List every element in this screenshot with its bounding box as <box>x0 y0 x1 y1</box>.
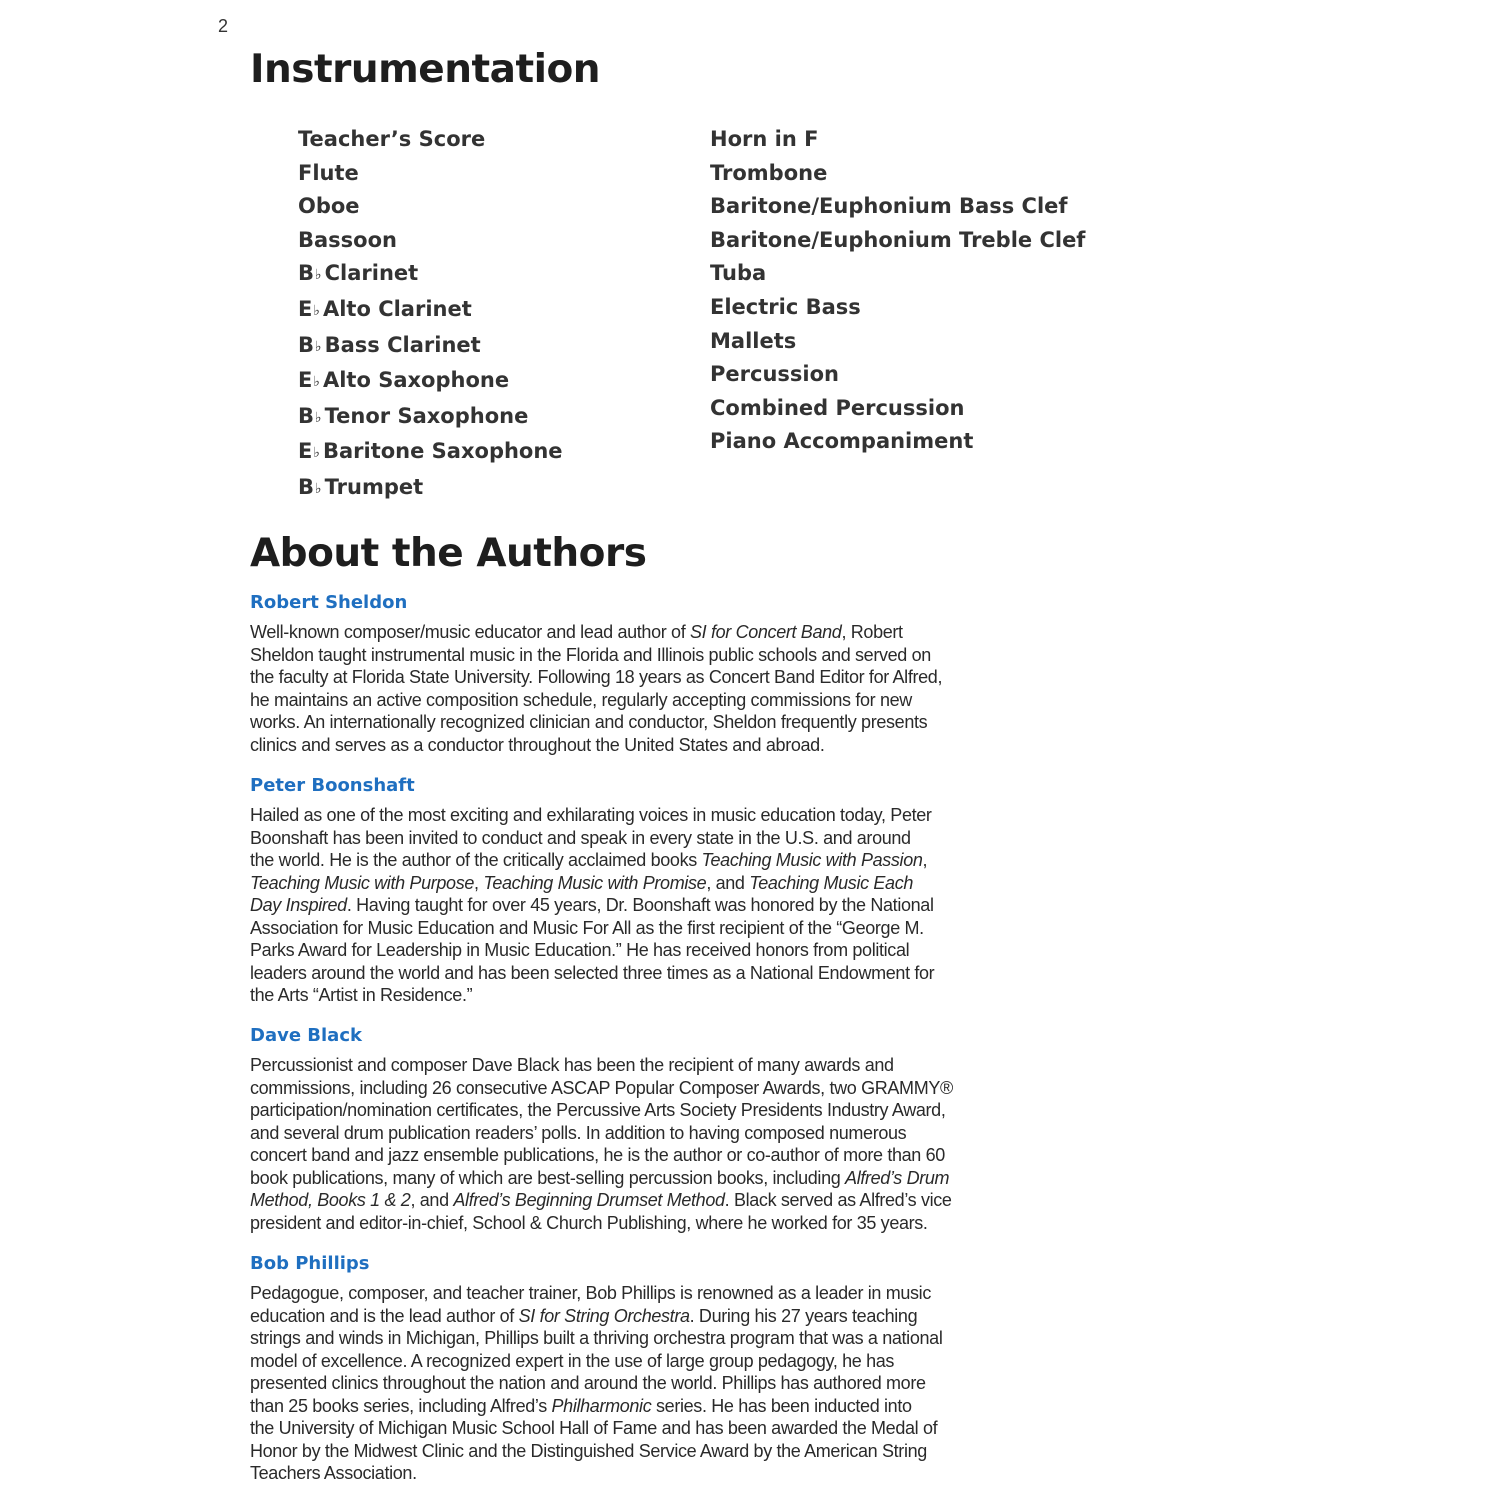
instrument-item: Baritone/Euphonium Treble Clef <box>710 227 1086 252</box>
author-name: Dave Black <box>250 1025 362 1046</box>
bio-line <box>250 1212 1050 1235</box>
bio-text: , <box>474 872 484 893</box>
instrument-name: Teacher’s Score <box>298 127 486 151</box>
bio-text: , <box>922 850 928 870</box>
book-title: Teaching Music Each <box>749 872 914 893</box>
bio-text: Boonshaft has been invited to conduct and speak in every state in the U.S. and around <box>250 827 911 848</box>
bio-text: concert band and jazz ensemble publications, he is the author or co-author of more than 60 <box>250 1145 945 1165</box>
author-dave-black <box>250 1025 1050 1234</box>
author-bio <box>250 804 1050 1007</box>
bio-text: Teachers Association. <box>250 1463 417 1483</box>
instrument-item: Percussion <box>710 362 839 387</box>
instrument-list-left <box>298 123 563 507</box>
bio-line <box>250 1462 1050 1485</box>
bio-text: education and is the lead author of <box>250 1305 519 1326</box>
bio-line <box>250 734 1050 757</box>
instrument-item: Combined Percussion <box>710 395 965 420</box>
instrument-item <box>298 190 563 224</box>
bio-text: , and <box>410 1190 454 1210</box>
instrument-name: Baritone Saxophone <box>322 439 563 464</box>
bio-line <box>250 962 1050 985</box>
book-title: Teaching Music with Purpose <box>250 872 475 893</box>
instrument-key: B <box>298 261 315 286</box>
bio-line <box>250 1167 1050 1190</box>
bio-text: , and <box>706 872 750 893</box>
instrument-key: E <box>298 368 313 393</box>
instrumentation-heading: Instrumentation <box>250 47 601 92</box>
author-peter-boonshaft <box>250 775 1050 1007</box>
author-name: Bob Phillips <box>250 1253 370 1274</box>
bio-line <box>250 1054 1050 1077</box>
flat-symbol: ♭ <box>313 302 320 319</box>
author-bio <box>250 621 1050 756</box>
bio-line <box>250 1077 1050 1100</box>
bio-line <box>250 644 1050 667</box>
bio-line <box>250 1372 1050 1395</box>
author-bio <box>250 1282 1050 1485</box>
bio-text: . Having taught for over 45 years, Dr. Boonshaft was honored by the National <box>346 895 934 915</box>
bio-line <box>250 804 1050 827</box>
bio-text: Percussionist and composer Dave Black has been the recipient of many awards and <box>250 1055 894 1075</box>
instrument-list-right <box>710 123 1085 459</box>
instrument-key: B <box>298 474 315 499</box>
instrument-item: Trombone <box>710 160 828 185</box>
book-title: SI for String Orchestra <box>518 1305 690 1326</box>
book-title: Teaching Music with Passion <box>701 850 923 870</box>
instrument-item <box>298 471 563 507</box>
bio-text: clinics and serves as a conductor throughout the United States and abroad. <box>250 734 825 755</box>
instrument-item <box>298 123 563 157</box>
author-bio <box>250 1054 1050 1234</box>
instrument-item: Tuba <box>710 261 767 286</box>
bio-text: Well-known composer/music educator and lead author of <box>250 622 691 642</box>
bio-line <box>250 1122 1050 1145</box>
instrument-item <box>298 157 563 191</box>
bio-line <box>250 1395 1050 1418</box>
bio-text: series. He has been inducted into <box>651 1395 912 1416</box>
bio-text: he maintains an active composition schedule, regularly accepting commissions for new <box>250 689 912 710</box>
about-authors-heading: About the Authors <box>250 531 647 576</box>
instrument-name: Oboe <box>298 194 360 219</box>
bio-line <box>250 711 1050 734</box>
bio-line <box>250 1440 1050 1463</box>
author-name: Peter Boonshaft <box>250 775 415 796</box>
instrument-name: Trumpet <box>324 474 424 499</box>
bio-line <box>250 1099 1050 1122</box>
bio-line <box>250 1417 1050 1440</box>
bio-text: leaders around the world and has been selected three times as a National Endowment for <box>250 962 935 983</box>
bio-text: presented clinics throughout the nation and around the world. Phillips has authored more <box>250 1373 926 1393</box>
bio-line <box>250 1327 1050 1350</box>
instrument-item <box>298 364 563 400</box>
bio-text: model of excellence. A recognized expert in the use of large group pedagogy, he has <box>250 1350 895 1371</box>
bio-line <box>250 872 1050 895</box>
bio-text: than 25 books series, including Alfred’s <box>250 1395 552 1416</box>
flat-symbol: ♭ <box>315 480 322 497</box>
bio-text: . Black served as Alfred’s vice <box>724 1190 952 1210</box>
bio-line <box>250 939 1050 962</box>
instrument-name: Clarinet <box>324 261 419 286</box>
instrument-key: B <box>298 332 315 357</box>
instrument-item <box>298 257 563 293</box>
instrument-item: Mallets <box>710 328 797 353</box>
bio-line <box>250 827 1050 850</box>
book-title: Philharmonic <box>551 1395 652 1416</box>
bio-line <box>250 917 1050 940</box>
bio-text: strings and winds in Michigan, Phillips built a thriving orchestra program that was a national <box>250 1328 943 1348</box>
instrument-name: Alto Clarinet <box>322 296 472 321</box>
bio-text: commissions, including 26 consecutive ASCAP Popular Composer Awards, two GRAMMY® <box>250 1077 953 1098</box>
instrument-item: Horn in F <box>710 127 819 151</box>
instrument-name: Flute <box>298 160 359 185</box>
book-title: Day Inspired <box>250 895 347 915</box>
book-title: Alfred’s Beginning Drumset Method <box>453 1190 725 1210</box>
bio-line <box>250 1282 1050 1305</box>
flat-symbol: ♭ <box>313 374 320 391</box>
flat-symbol: ♭ <box>315 267 322 284</box>
bio-text: Pedagogue, composer, and teacher trainer, Bob Phillips is renowned as a leader in music <box>250 1283 931 1303</box>
instrument-item <box>298 329 563 365</box>
book-title: Method, Books 1 & 2 <box>250 1190 411 1210</box>
flat-symbol: ♭ <box>313 445 320 462</box>
instrument-name: Bass Clarinet <box>324 332 481 357</box>
bio-line <box>250 984 1050 1007</box>
bio-line <box>250 1144 1050 1167</box>
instrument-name: Tenor Saxophone <box>324 403 529 428</box>
bio-text: participation/nomination certificates, the Percussive Arts Society Presidents Industry Award, <box>250 1100 946 1120</box>
instrument-item <box>298 293 563 329</box>
instrument-item <box>298 224 563 258</box>
bio-text: , Robert <box>841 622 903 642</box>
bio-text: the faculty at Florida State University. Following 18 years as Concert Band Editor for Alfred, <box>250 667 943 687</box>
instrument-item <box>298 400 563 436</box>
instrument-key: E <box>298 439 313 464</box>
book-title: Teaching Music with Promise <box>483 872 707 893</box>
bio-text: works. An internationally recognized clinician and conductor, Sheldon frequently presents <box>250 712 928 732</box>
bio-text: the University of Michigan Music School Hall of Fame and has been awarded the Medal of <box>250 1418 938 1438</box>
author-name: Robert Sheldon <box>250 592 408 613</box>
instrument-item: Piano Accompaniment <box>710 429 974 454</box>
flat-symbol: ♭ <box>315 409 322 426</box>
bio-text: president and editor-in-chief, School & Church Publishing, where he worked for 35 years. <box>250 1212 928 1233</box>
instrument-name: Bassoon <box>298 227 397 252</box>
book-title: SI for Concert Band <box>690 622 842 642</box>
bio-line <box>250 621 1050 644</box>
flat-symbol: ♭ <box>315 338 322 355</box>
author-bob-phillips <box>250 1253 1050 1485</box>
bio-text: the Arts “Artist in Residence.” <box>250 985 473 1005</box>
instrument-key: E <box>298 296 313 321</box>
bio-text: . During his 27 years teaching <box>689 1305 918 1326</box>
instrument-key: B <box>298 403 315 428</box>
bio-line <box>250 1305 1050 1328</box>
bio-line <box>250 849 1050 872</box>
bio-line <box>250 894 1050 917</box>
instrument-item: Baritone/Euphonium Bass Clef <box>710 194 1068 219</box>
bio-line <box>250 1350 1050 1373</box>
bio-line <box>250 689 1050 712</box>
author-robert-sheldon <box>250 592 1050 756</box>
bio-text: and several drum publication readers’ polls. In addition to having composed numerous <box>250 1122 907 1143</box>
page-number: 2 <box>218 16 229 36</box>
instrument-item: Electric Bass <box>710 294 861 319</box>
book-title: Alfred’s Drum <box>845 1167 950 1188</box>
bio-text: the world. He is the author of the critically acclaimed books <box>250 850 702 870</box>
bio-text: Sheldon taught instrumental music in the Florida and Illinois public schools and served on <box>250 644 931 665</box>
bio-text: Parks Award for Leadership in Music Education.” He has received honors from political <box>250 940 910 960</box>
instrument-name: Alto Saxophone <box>322 368 510 393</box>
bio-text: Hailed as one of the most exciting and exhilarating voices in music education today, Peter <box>250 805 932 825</box>
bio-text: book publications, many of which are best-selling percussion books, including <box>250 1167 846 1188</box>
bio-text: Association for Music Education and Music For All as the first recipient of the “George M. <box>250 917 924 938</box>
instrument-item <box>298 435 563 471</box>
bio-line <box>250 666 1050 689</box>
bio-text: Honor by the Midwest Clinic and the Distinguished Service Award by the American String <box>250 1440 927 1461</box>
bio-line <box>250 1189 1050 1212</box>
